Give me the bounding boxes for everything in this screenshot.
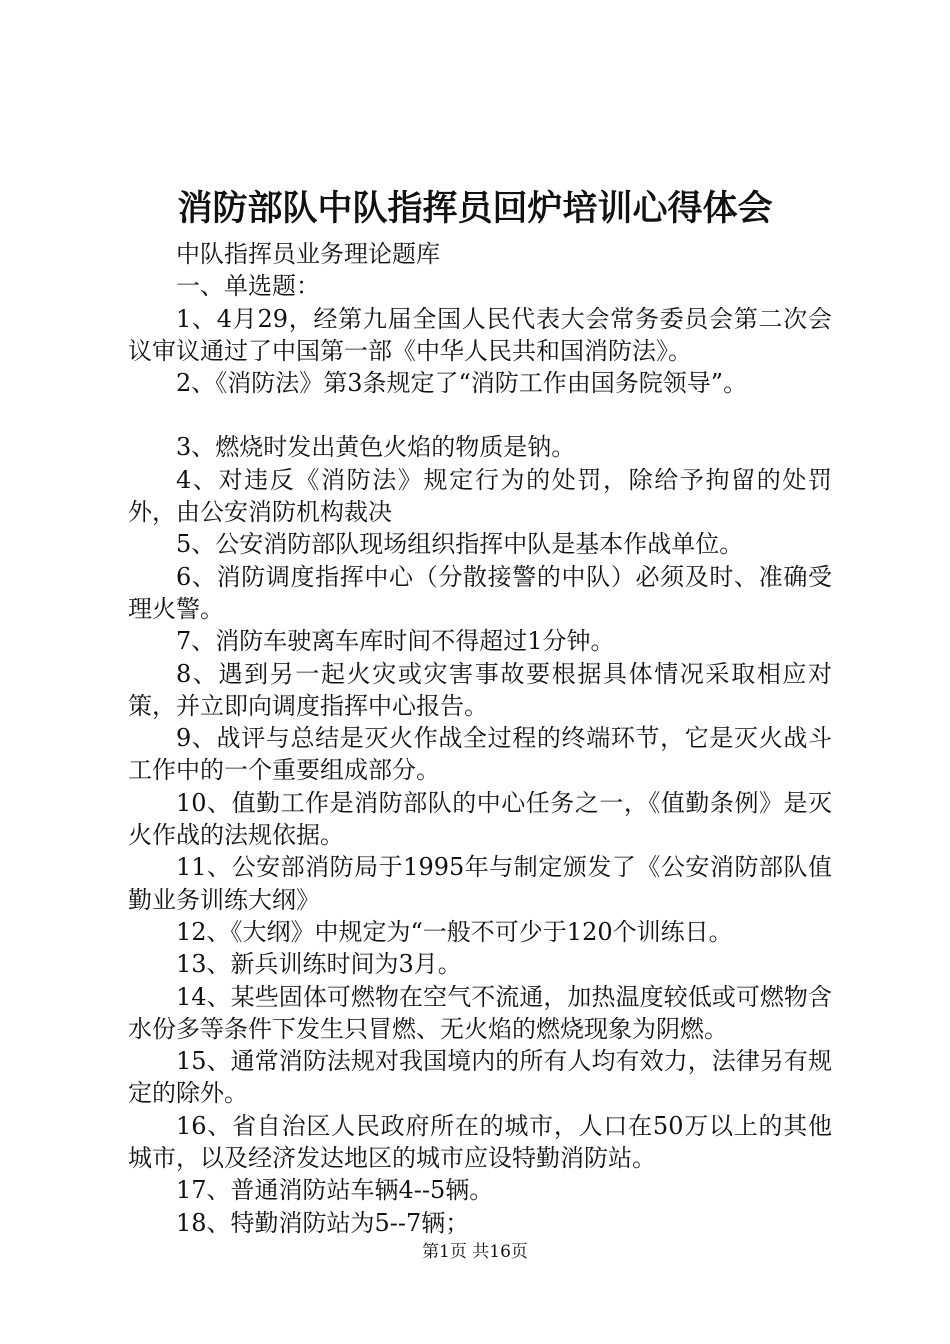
page-number: 第1页 共16页 xyxy=(422,1242,528,1262)
document-body xyxy=(128,238,832,1239)
paragraph: 17、普通消防站车辆4--5辆。 xyxy=(176,1176,494,1205)
paragraph: 12、《大纲》中规定为“一般不可少于120个训练日。 xyxy=(176,917,733,946)
paragraph: 7、消防车驶离车库时间不得超过1分钟。 xyxy=(176,627,615,656)
paragraph: 6、消防调度指挥中心（分散接警的中队）必须及时、准确受理火警。 xyxy=(128,562,832,623)
paragraph: 10、值勤工作是消防部队的中心任务之一，《值勤条例》是灭火作战的法规依据。 xyxy=(128,788,832,850)
paragraph: 4、对违反《消防法》规定行为的处罚，除给予拘留的处罚外，由公安消防机构裁决 xyxy=(128,465,832,527)
blank-line xyxy=(128,399,832,431)
paragraph: 14、某些固体可燃物在空气不流通，加热温度较低或可燃物含水份多等条件下发生只冒燃、无火焰的燃烧现象为阴燃。 xyxy=(128,982,832,1043)
paragraph: 13、新兵训练时间为3月。 xyxy=(176,950,462,979)
paragraph: 5、公安消防部队现场组织指挥中队是基本作战单位。 xyxy=(176,530,744,559)
paragraph: 一、单选题： xyxy=(176,272,320,301)
document-title: 消防部队中队指挥员回炉培训心得体会 xyxy=(177,188,773,229)
paragraph: 8、遇到另一起火灾或灾害事故要根据具体情况采取相应对策，并立即向调度指挥中心报告。 xyxy=(128,659,832,720)
paragraph: 中队指挥员业务理论题库 xyxy=(176,240,440,268)
paragraph: 16、省自治区人民政府所在的城市，人口在50万以上的其他城市，以及经济发达地区的城市应设特勤消防站。 xyxy=(128,1111,832,1173)
paragraph: 18、特勤消防站为5--7辆； xyxy=(176,1208,470,1237)
paragraph: 1、4月29，经第九届全国人民代表大会常务委员会第二次会议审议通过了中国第一部《中华人民共和国消防法》。 xyxy=(128,304,832,365)
paragraph: 11、公安部消防局于1995年与制定颁发了《公安消防部队值勤业务训练大纲》 xyxy=(128,853,832,914)
paragraph: 3、燃烧时发出黄色火焰的物质是钠。 xyxy=(176,433,576,462)
paragraph: 2、《消防法》第3条规定了“消防工作由国务院领导”。 xyxy=(176,369,748,398)
paragraph: 9、战评与总结是灭火作战全过程的终端环节，它是灭火战斗工作中的一个重要组成部分。 xyxy=(128,724,832,785)
paragraph: 15、通常消防法规对我国境内的所有人均有效力，法律另有规定的除外。 xyxy=(128,1047,832,1108)
